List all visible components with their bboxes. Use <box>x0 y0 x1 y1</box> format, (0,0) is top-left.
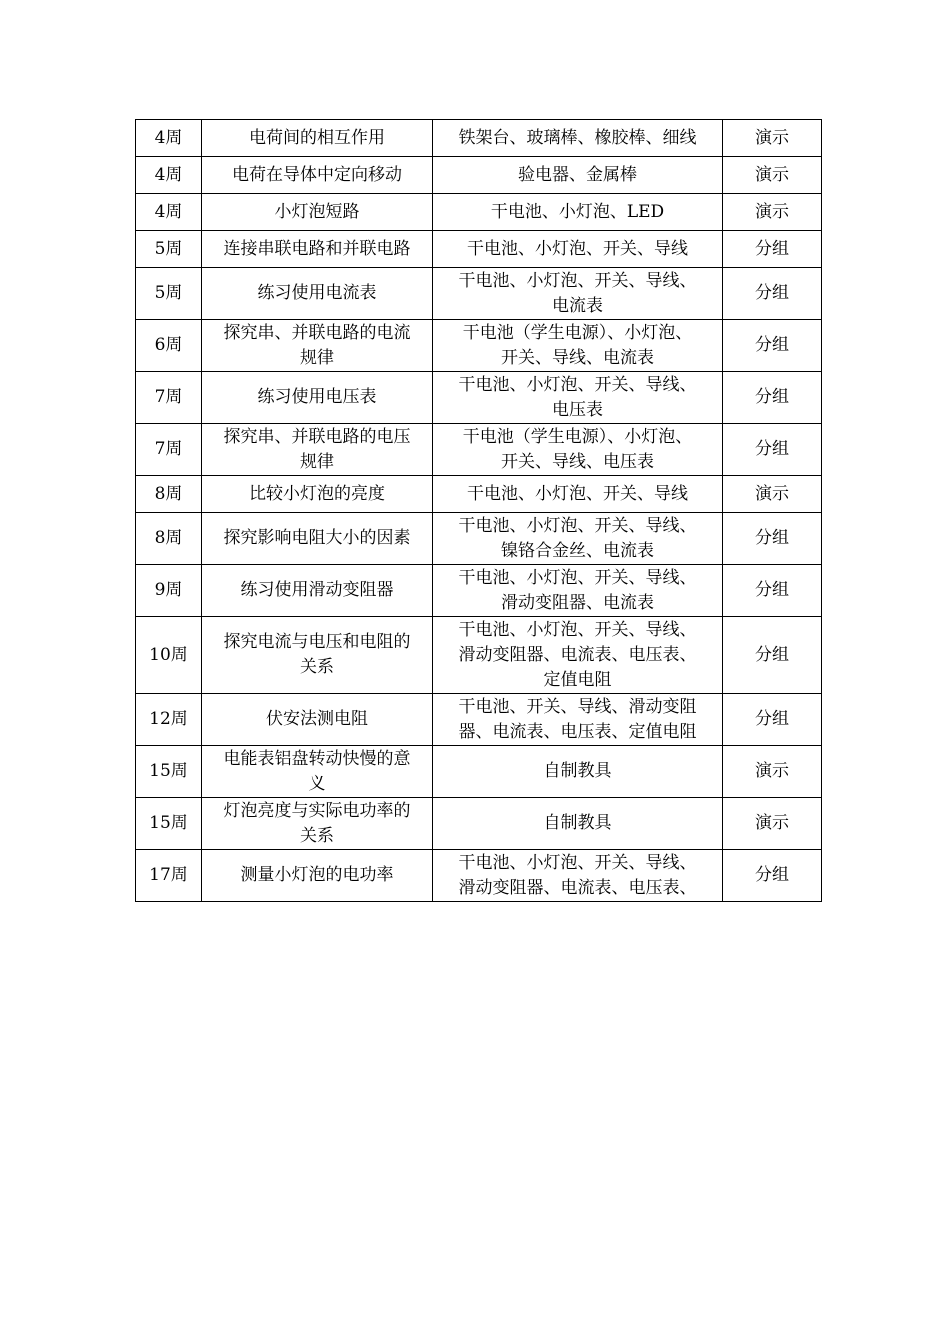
experiment-name-cell: 电荷在导体中定向移动 <box>202 157 433 194</box>
experiment-type-cell: 分组 <box>723 617 822 694</box>
experiment-type-cell: 分组 <box>723 231 822 268</box>
experiment-name-cell: 练习使用电压表 <box>202 372 433 424</box>
week-cell: 15周 <box>136 746 202 798</box>
equipment-cell: 自制教具 <box>433 798 723 850</box>
table-row <box>136 320 822 372</box>
table-row <box>136 565 822 617</box>
table-row <box>136 194 822 231</box>
table-row <box>136 617 822 694</box>
experiment-name-cell: 电能表铝盘转动快慢的意 义 <box>202 746 433 798</box>
table-row <box>136 746 822 798</box>
week-cell: 9周 <box>136 565 202 617</box>
experiment-type-cell: 分组 <box>723 850 822 902</box>
experiment-type-cell: 分组 <box>723 565 822 617</box>
experiment-name-cell: 比较小灯泡的亮度 <box>202 476 433 513</box>
equipment-cell: 干电池、小灯泡、LED <box>433 194 723 231</box>
week-cell: 10周 <box>136 617 202 694</box>
week-cell: 6周 <box>136 320 202 372</box>
week-cell: 8周 <box>136 476 202 513</box>
week-cell: 15周 <box>136 798 202 850</box>
experiment-type-cell: 分组 <box>723 513 822 565</box>
table-row <box>136 120 822 157</box>
table-row <box>136 513 822 565</box>
equipment-cell: 干电池（学生电源）、小灯泡、 开关、导线、电流表 <box>433 320 723 372</box>
table-row <box>136 372 822 424</box>
experiment-type-cell: 演示 <box>723 746 822 798</box>
experiment-name-cell: 练习使用电流表 <box>202 268 433 320</box>
week-cell: 4周 <box>136 157 202 194</box>
table-row <box>136 850 822 902</box>
table-row <box>136 694 822 746</box>
experiment-name-cell: 探究电流与电压和电阻的 关系 <box>202 617 433 694</box>
experiment-type-cell: 演示 <box>723 157 822 194</box>
experiment-type-cell: 演示 <box>723 476 822 513</box>
experiment-name-cell: 练习使用滑动变阻器 <box>202 565 433 617</box>
experiment-name-cell: 探究串、并联电路的电流 规律 <box>202 320 433 372</box>
week-cell: 4周 <box>136 194 202 231</box>
equipment-cell: 干电池、小灯泡、开关、导线、 滑动变阻器、电流表、电压表、 <box>433 850 723 902</box>
experiment-type-cell: 演示 <box>723 194 822 231</box>
table-row <box>136 268 822 320</box>
equipment-cell: 干电池、小灯泡、开关、导线 <box>433 231 723 268</box>
experiment-type-cell: 演示 <box>723 798 822 850</box>
equipment-cell: 干电池、小灯泡、开关、导线、 电流表 <box>433 268 723 320</box>
experiment-name-cell: 伏安法测电阻 <box>202 694 433 746</box>
equipment-cell: 铁架台、玻璃棒、橡胶棒、细线 <box>433 120 723 157</box>
table-row <box>136 157 822 194</box>
week-cell: 5周 <box>136 231 202 268</box>
experiment-name-cell: 灯泡亮度与实际电功率的 关系 <box>202 798 433 850</box>
experiment-type-cell: 演示 <box>723 120 822 157</box>
experiment-type-cell: 分组 <box>723 694 822 746</box>
equipment-cell: 干电池、小灯泡、开关、导线、 滑动变阻器、电流表 <box>433 565 723 617</box>
equipment-cell: 干电池（学生电源）、小灯泡、 开关、导线、电压表 <box>433 424 723 476</box>
experiment-name-cell: 小灯泡短路 <box>202 194 433 231</box>
experiment-type-cell: 分组 <box>723 268 822 320</box>
week-cell: 4周 <box>136 120 202 157</box>
week-cell: 12周 <box>136 694 202 746</box>
week-cell: 17周 <box>136 850 202 902</box>
equipment-cell: 干电池、小灯泡、开关、导线、 电压表 <box>433 372 723 424</box>
experiment-name-cell: 电荷间的相互作用 <box>202 120 433 157</box>
table-row <box>136 231 822 268</box>
experiment-name-cell: 探究影响电阻大小的因素 <box>202 513 433 565</box>
table-row <box>136 424 822 476</box>
experiment-name-cell: 测量小灯泡的电功率 <box>202 850 433 902</box>
equipment-cell: 干电池、小灯泡、开关、导线、 镍铬合金丝、电流表 <box>433 513 723 565</box>
equipment-cell: 自制教具 <box>433 746 723 798</box>
week-cell: 5周 <box>136 268 202 320</box>
experiment-type-cell: 分组 <box>723 320 822 372</box>
equipment-cell: 干电池、小灯泡、开关、导线 <box>433 476 723 513</box>
experiment-schedule-table <box>135 119 822 902</box>
experiment-name-cell: 探究串、并联电路的电压 规律 <box>202 424 433 476</box>
experiment-type-cell: 分组 <box>723 424 822 476</box>
equipment-cell: 验电器、金属棒 <box>433 157 723 194</box>
experiment-name-cell: 连接串联电路和并联电路 <box>202 231 433 268</box>
table-row <box>136 798 822 850</box>
equipment-cell: 干电池、开关、导线、滑动变阻 器、电流表、电压表、定值电阻 <box>433 694 723 746</box>
week-cell: 7周 <box>136 424 202 476</box>
table-row <box>136 476 822 513</box>
week-cell: 8周 <box>136 513 202 565</box>
experiment-type-cell: 分组 <box>723 372 822 424</box>
week-cell: 7周 <box>136 372 202 424</box>
equipment-cell: 干电池、小灯泡、开关、导线、 滑动变阻器、电流表、电压表、 定值电阻 <box>433 617 723 694</box>
